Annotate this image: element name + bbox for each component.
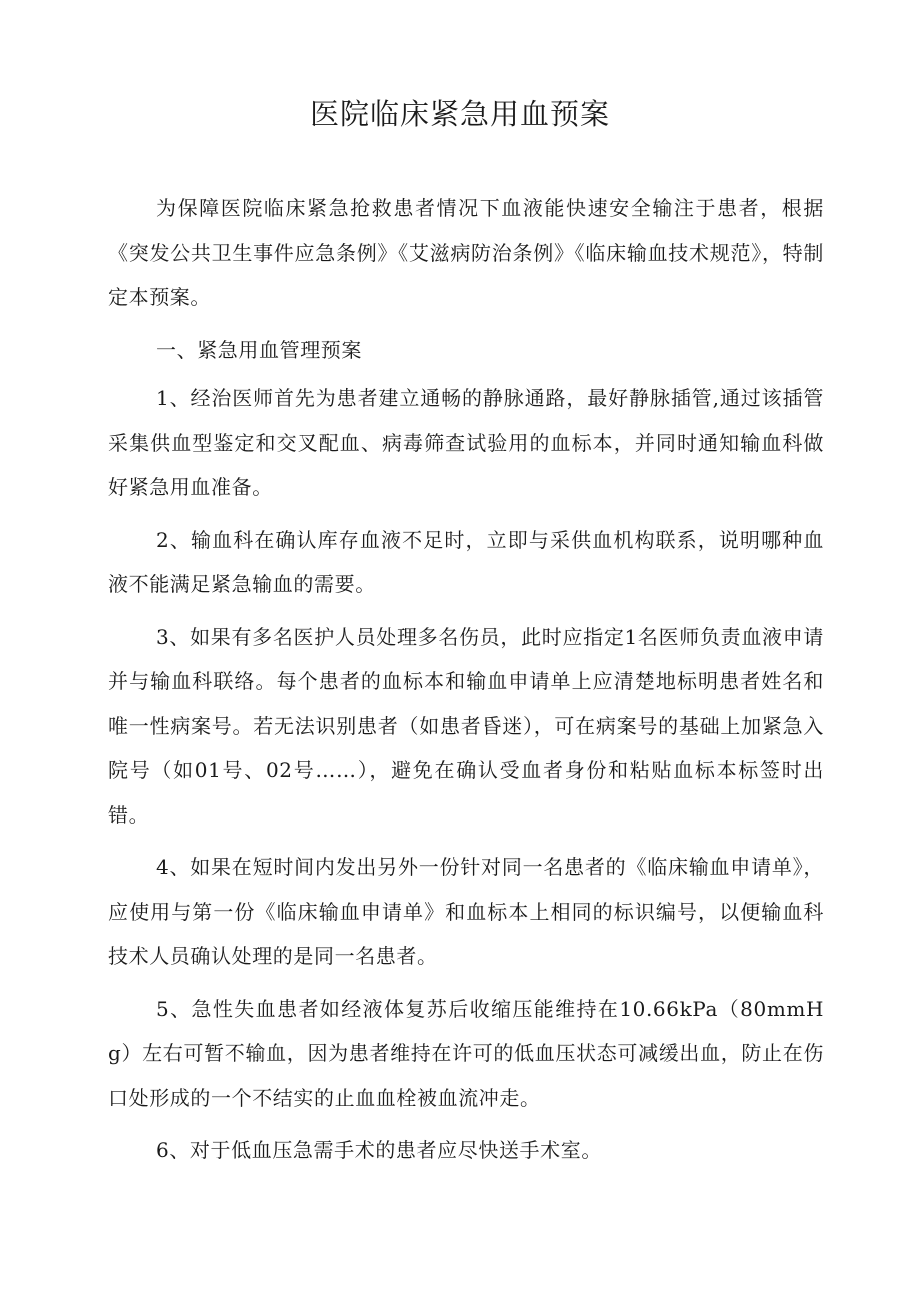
intro-paragraph: 为保障医院临床紧急抢救患者情况下血液能快速安全输注于患者，根据《突发公共卫生事件应急条例》《艾滋病防治条例》《临床输血技术规范》，特制定本预案。 (108, 196, 824, 309)
item-paragraph-1: 1、经治医师首先为患者建立通畅的静脉通路，最好静脉插管,通过该插管采集供血型鉴定和交叉配血、病毒筛查试验用的血标本，并同时通知输血科做好紧急用血准备。 (108, 386, 824, 499)
document-title: 医院临床紧急用血预案 (309, 97, 610, 131)
item-paragraph-4: 4、如果在短时间内发出另外一份针对同一名患者的《临床输血申请单》，应使用与第一份《临床输血申请单》和血标本上相同的标识编号，以便输血科技术人员确认处理的是同一名患者。 (108, 855, 824, 968)
item-paragraph-5: 5、急性失血患者如经液体复苏后收缩压能维持在10.66kPa（80mmHg）左右可暂不输血，因为患者维持在许可的低血压状态可减缓出血，防止在伤口处形成的一个不结实的止血血栓被血流冲走。 (108, 996, 824, 1110)
item-paragraph-6: 6、对于低血压急需手术的患者应尽快送手术室。 (156, 1138, 602, 1162)
document-body (108, 186, 824, 1181)
section-heading: 一、紧急用血管理预案 (156, 337, 362, 362)
item-paragraph-3: 3、如果有多名医护人员处理多名伤员，此时应指定1名医师负责血液申请并与输血科联络。每个患者的血标本和输血申请单上应清楚地标明患者姓名和唯一性病案号。若无法识别患者（如患者昏迷），可在病案号的基础上加紧急入院号（如01号、02号……），避免在确认受血者身份和粘贴血标本标签时出错。 (108, 624, 824, 827)
item-paragraph-2: 2、输血科在确认库存血液不足时，立即与采供血机构联系，说明哪种血液不能满足紧急输血的需要。 (108, 527, 824, 596)
